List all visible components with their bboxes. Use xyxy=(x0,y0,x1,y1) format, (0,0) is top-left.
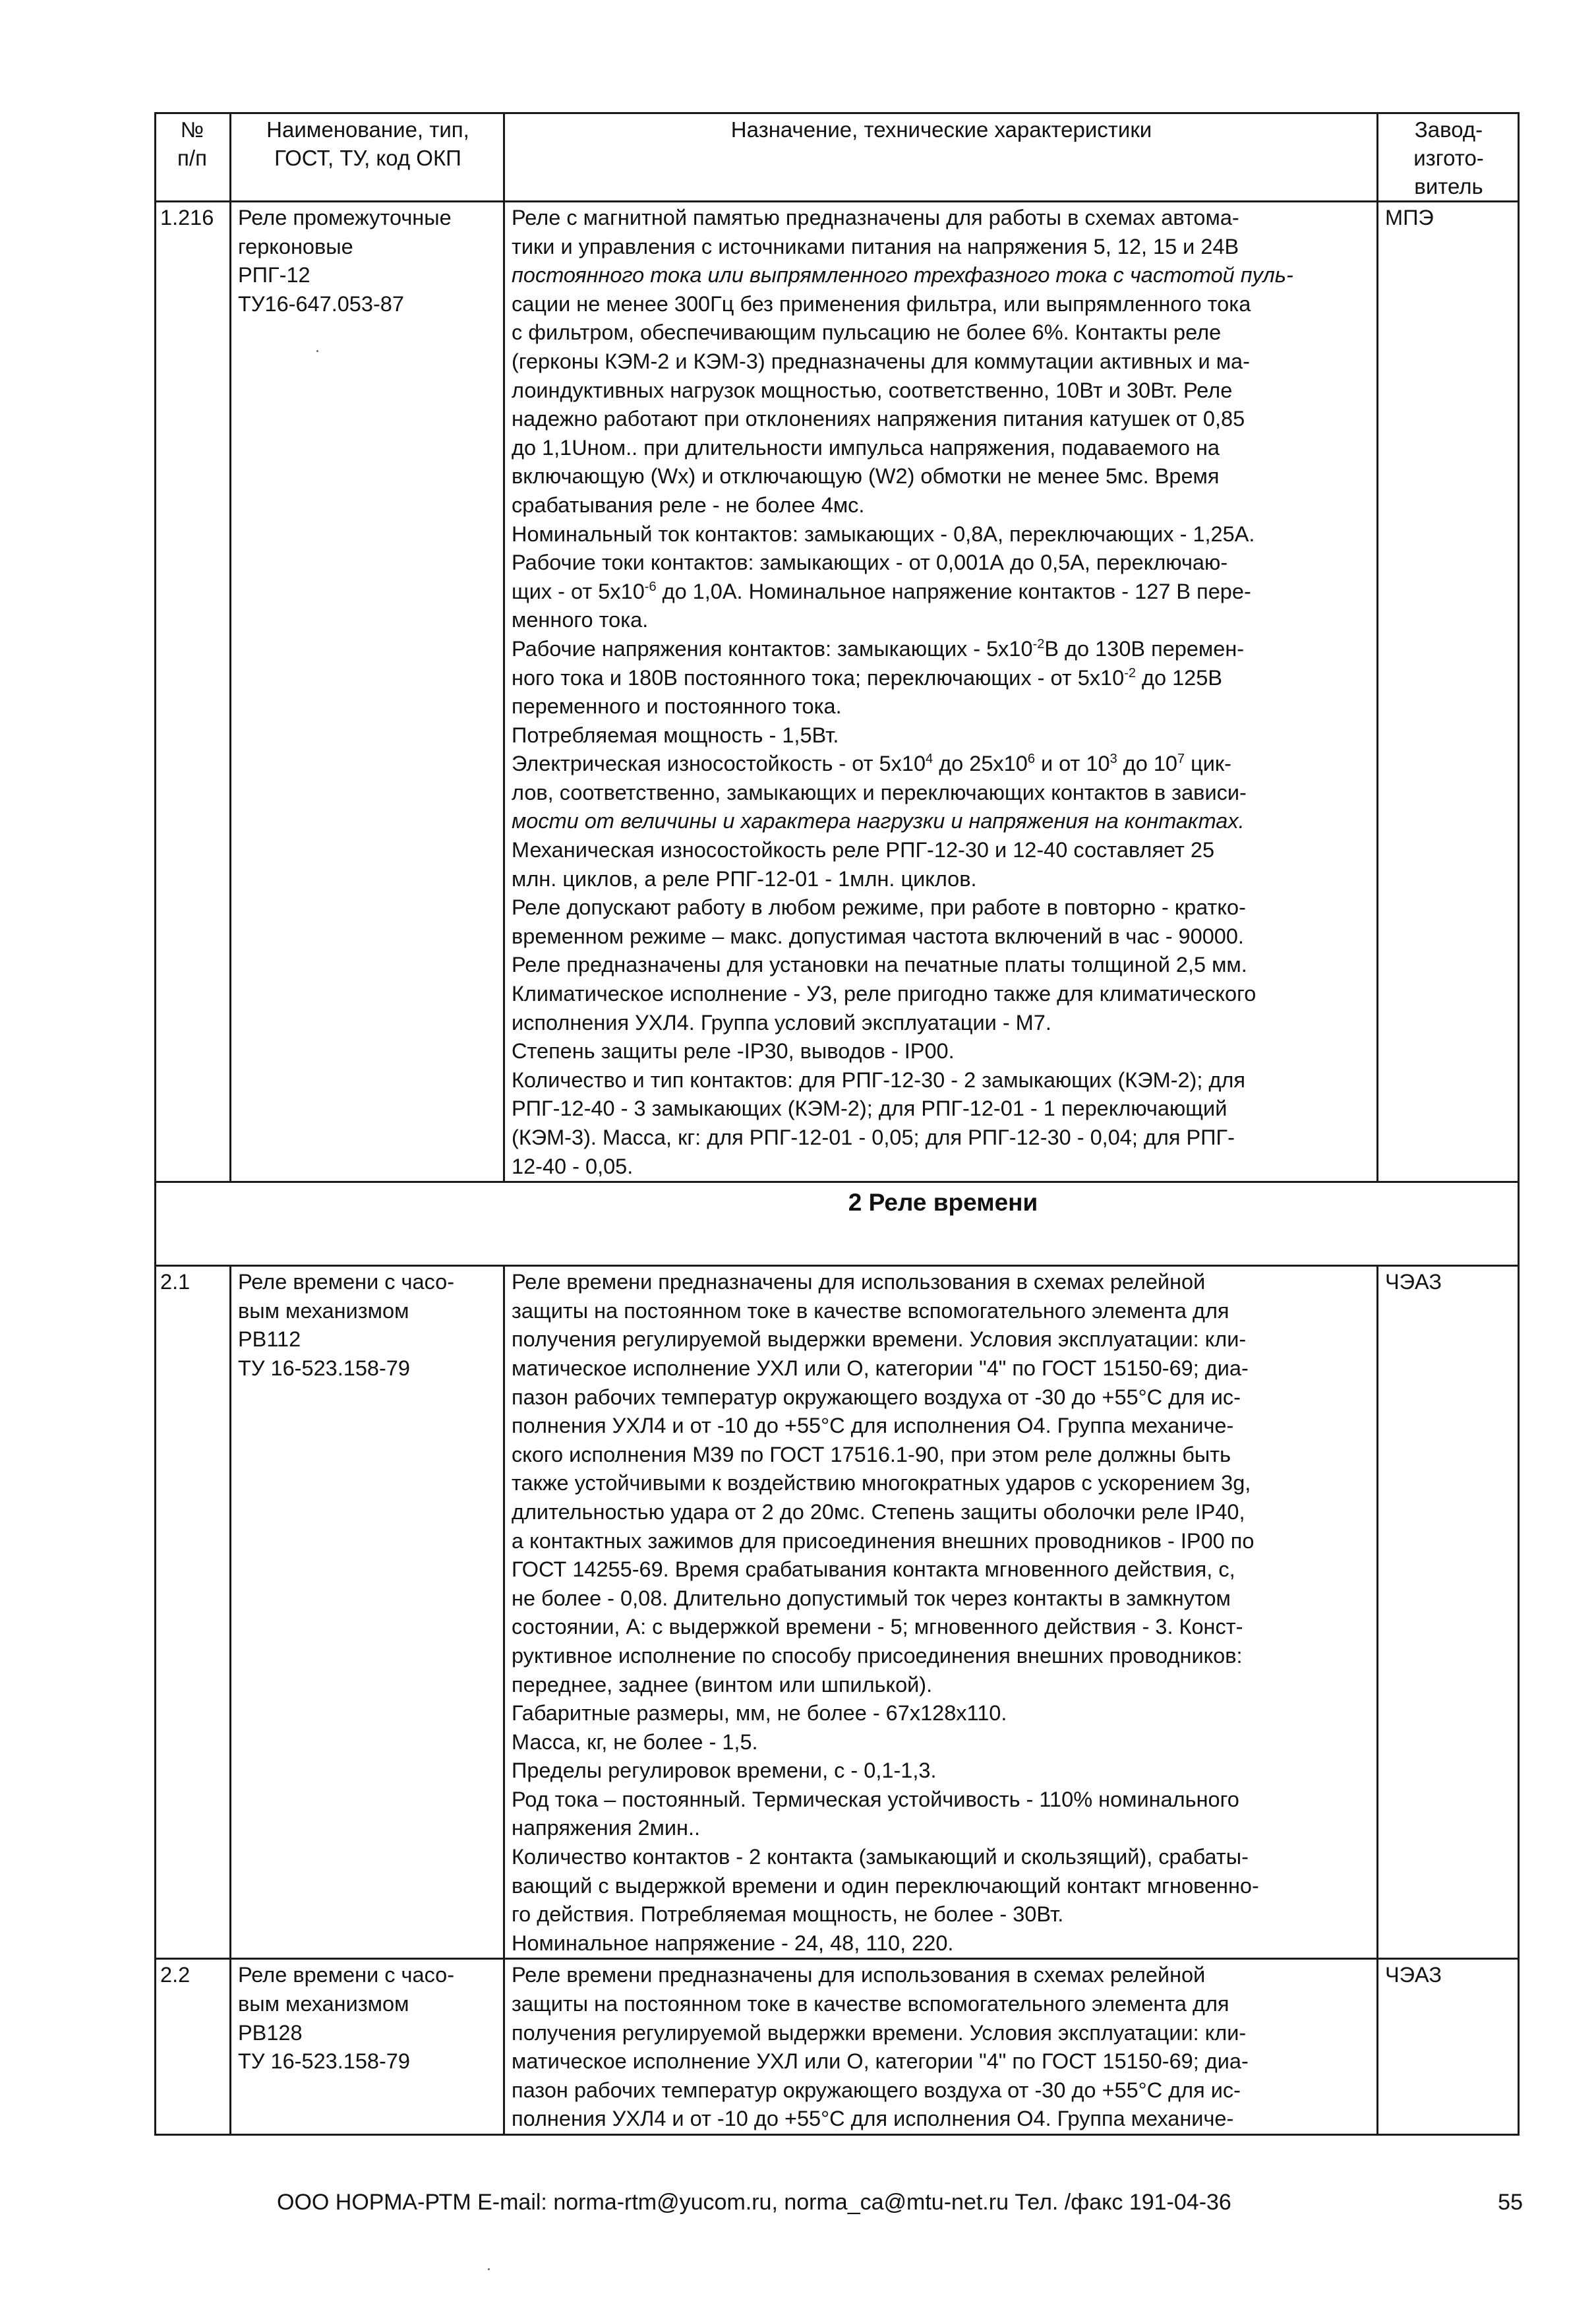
header-num xyxy=(156,113,231,202)
description-line: РПГ-12-40 - 3 замыкающих (КЭМ-2); для РПГ-12-01 - 1 переключающий xyxy=(512,1097,1227,1121)
row-name-line: Реле времени с часо- xyxy=(238,1270,455,1294)
description-line: Реле времени предназначены для использования в схемах релейной xyxy=(512,1270,1206,1294)
description-line: постоянного тока или выпрямленного трехфазного тока с частотой пуль- xyxy=(512,263,1293,287)
description-line: получения регулируемой выдержки времени. Условия эксплуатации: кли- xyxy=(512,1327,1247,1352)
table-row xyxy=(156,1959,1519,2135)
row-name-line: РВ128 xyxy=(238,2020,303,2045)
description-line: го действия. Потребляемая мощность, не более - 30Вт. xyxy=(512,1902,1064,1927)
description-line: надежно работают при отклонениях напряжения питания катушек от 0,85 xyxy=(512,407,1245,431)
header-maker-line: изгото- xyxy=(1413,146,1484,170)
description-line: Реле предназначены для установки на печатные платы толщиной 2,5 мм. xyxy=(512,953,1247,977)
row-number: 2.1 xyxy=(156,1266,231,1959)
table-row xyxy=(156,202,1519,1182)
description-line: Механическая износостойкость реле РПГ-12-30 и 12-40 составляет 25 xyxy=(512,838,1215,862)
description-line: ного тока и 180В постоянного тока; переключающих - от $5х10^{-2}$ до 125В xyxy=(512,665,1222,690)
description-line: млн. циклов, а реле РПГ-12-01 - 1млн. циклов. xyxy=(512,866,977,891)
description-line: 12-40 - 0,05. xyxy=(512,1154,634,1178)
description-line: полнения УХЛ4 и от -10 до +55°С для исполнения О4. Группа механиче- xyxy=(512,1414,1234,1438)
description-line: Электрическая износостойкость - от $5х10^4$ до $25х10^6$ и от $10^3$ до $10^7$ цик- xyxy=(512,752,1231,776)
description-line: также устойчивыми к воздействию многократных ударов с ускорением 3g, xyxy=(512,1471,1251,1495)
description-line: лоиндуктивных нагрузок мощностью, соответственно, 10Вт и 30Вт. Реле xyxy=(512,378,1233,402)
description-line: тики и управления с источниками питания на напряжения 5, 12, 15 и 24В xyxy=(512,234,1239,258)
description-line: Габаритные размеры, мм, не более - 67х128х110. xyxy=(512,1701,1007,1726)
description-line: лов, соответственно, замыкающих и переключающих контактов в зависи- xyxy=(512,780,1247,804)
description-line: получения регулируемой выдержки времени. Условия эксплуатации: кли- xyxy=(512,2020,1247,2045)
description-line: Степень защиты реле -IP30, выводов - IP00. xyxy=(512,1039,955,1064)
header-num-line: п/п xyxy=(177,146,207,170)
footer-contacts: ООО НОРМА-РТМ E-mail: norma-rtm@yucom.ru, norma_ca@mtu-net.ru Тел. /факс 191-04-36 xyxy=(277,2190,1231,2215)
row-manufacturer: ЧЭАЗ xyxy=(1378,1266,1519,1959)
description-line: с фильтром, обеспечивающим пульсацию не более 6%. Контакты реле xyxy=(512,320,1222,345)
description-line: Потребляемая мощность - 1,5Вт. xyxy=(512,723,839,747)
description-line: ГОСТ 14255-69. Время срабатывания контакта мгновенного действия, с, xyxy=(512,1557,1235,1582)
description-line: Количество и тип контактов: для РПГ-12-30 - 2 замыкающих (КЭМ-2); для xyxy=(512,1068,1245,1092)
page-number: 55 xyxy=(1498,2190,1523,2215)
description-line: сации не менее 300Гц без применения фильтра, или выпрямленного тока xyxy=(512,291,1251,316)
description-line: Реле с магнитной памятью предназначены для работы в схемах автома- xyxy=(512,206,1239,229)
description-line: полнения УХЛ4 и от -10 до +55°С для исполнения О4. Группа механиче- xyxy=(512,2107,1234,2131)
description-line: пазон рабочих температур окружающего воздуха от -30 до +55°С для ис- xyxy=(512,2078,1241,2102)
header-name-line: ГОСТ, ТУ, код ОКП xyxy=(274,146,461,170)
row-name-line: ТУ 16-523.158-79 xyxy=(238,2049,410,2074)
section-heading xyxy=(156,1182,1519,1266)
row-description xyxy=(504,1266,1378,1959)
description-line: Номинальное напряжение - 24, 48, 110, 220. xyxy=(512,1931,954,1955)
description-line: вающий с выдержкой времени и один переключающий контакт мгновенно- xyxy=(512,1873,1259,1898)
row-name-line: Реле промежуточные xyxy=(238,206,452,229)
row-name-line: вым механизмом xyxy=(238,1992,409,2016)
row-number: 1.216 xyxy=(156,202,231,1182)
description-line: пазон рабочих температур окружающего воздуха от -30 до +55°С для ис- xyxy=(512,1385,1241,1409)
description-line: длительностью удара от 2 до 20мс. Степень защиты оболочки реле IP40, xyxy=(512,1499,1245,1524)
description-line: не более - 0,08. Длительно допустимый ток через контакты в замкнутом xyxy=(512,1586,1231,1610)
header-name xyxy=(231,113,504,202)
description-line: ского исполнения М39 по ГОСТ 17516.1-90, при этом реле должны быть xyxy=(512,1442,1231,1466)
page-footer xyxy=(277,2182,1523,2222)
description-line: щих - от $5х10^{-6}$ до 1,0А. Номинальное напряжение контактов - 127 В пере- xyxy=(512,579,1251,603)
description-line: (герконы КЭМ-2 и КЭМ-3) предназначены для коммутации активных и ма- xyxy=(512,349,1250,373)
description-line: а контактных зажимов для присоединения внешних проводников - IP00 по xyxy=(512,1528,1255,1553)
header-maker-line: Завод- xyxy=(1414,117,1483,142)
header-maker xyxy=(1378,113,1519,202)
row-name-line: ТУ16-647.053-87 xyxy=(238,291,404,316)
row-name-line: ТУ 16-523.158-79 xyxy=(238,1356,410,1380)
description-line: включающую (Wx) и отключающую (W2) обмотки не менее 5мс. Время xyxy=(512,464,1220,489)
description-line: руктивное исполнение по способу присоединения внешних проводников: xyxy=(512,1643,1243,1668)
row-name-line: Реле времени с часо- xyxy=(238,1963,455,1987)
description-line: защиты на постоянном токе в качестве вспомогательного элемента для xyxy=(512,1298,1229,1323)
description-line: менного тока. xyxy=(512,608,649,632)
description-line: временном режиме – макс. допустимая частота включений в час - 90000. xyxy=(512,924,1244,948)
header-name-line: Наименование, тип, xyxy=(266,117,469,142)
header-maker-line: витель xyxy=(1414,174,1483,198)
spec-table xyxy=(154,112,1520,2136)
row-manufacturer: ЧЭАЗ xyxy=(1378,1959,1519,2135)
description-line: исполнения УХЛ4. Группа условий эксплуатации - М7. xyxy=(512,1010,1051,1035)
row-number: 2.2 xyxy=(156,1959,231,2135)
row-name-line: РВ112 xyxy=(238,1327,301,1352)
row-name xyxy=(231,1959,504,2135)
description-line: Климатическое исполнение - У3, реле пригодно также для климатического xyxy=(512,982,1256,1006)
description-line: состоянии, А: с выдержкой времени - 5; мгновенного действия - 3. Конст- xyxy=(512,1615,1243,1639)
table-row xyxy=(156,1266,1519,1959)
description-line: Реле допускают работу в любом режиме, при работе в повторно - кратко- xyxy=(512,895,1246,920)
row-name-line: вым механизмом xyxy=(238,1298,409,1323)
description-line: матическое исполнение УХЛ или О, категории "4" по ГОСТ 15150-69; диа- xyxy=(512,2049,1249,2074)
row-manufacturer: МПЭ xyxy=(1378,202,1519,1182)
header-num-line: № xyxy=(180,117,204,142)
description-line: Реле времени предназначены для использования в схемах релейной xyxy=(512,1963,1206,1987)
description-line: мости от величины и характера нагрузки и напряжения на контактах. xyxy=(512,809,1245,833)
description-line: (КЭМ-3). Масса, кг: для РПГ-12-01 - 0,05; для РПГ-12-30 - 0,04; для РПГ- xyxy=(512,1126,1235,1149)
header-desc-line: Назначение, технические характеристики xyxy=(730,117,1152,142)
description-line: Количество контактов - 2 контакта (замыкающий и скользящий), срабаты- xyxy=(512,1845,1249,1869)
header-desc xyxy=(504,113,1378,202)
description-line: напряжения 2мин.. xyxy=(512,1816,701,1840)
section-title: 2 Реле времени xyxy=(848,1189,1038,1217)
row-name xyxy=(231,1266,504,1959)
description-line: Рабочие напряжения контактов: замыкающих - $5х10^{-2}В$ до 130В перемен- xyxy=(512,636,1245,661)
description-line: Род тока – постоянный. Термическая устойчивость - 110% номинального xyxy=(512,1787,1239,1811)
row-name xyxy=(231,202,504,1182)
scan-speck xyxy=(488,2268,490,2270)
description-line: Номинальный ток контактов: замыкающих - 0,8А, переключающих - 1,25А. xyxy=(512,522,1255,546)
section-heading-row xyxy=(156,1182,1519,1266)
row-description xyxy=(504,1959,1378,2135)
description-line: матическое исполнение УХЛ или О, категории "4" по ГОСТ 15150-69; диа- xyxy=(512,1356,1249,1380)
description-line: Рабочие токи контактов: замыкающих - от 0,001А до 0,5А, переключаю- xyxy=(512,551,1228,575)
scan-speck xyxy=(316,350,318,352)
description-line: Масса, кг, не более - 1,5. xyxy=(512,1730,758,1754)
row-description xyxy=(504,202,1378,1182)
description-line: Пределы регулировок времени, с - 0,1-1,3. xyxy=(512,1759,937,1783)
description-line: переднее, заднее (винтом или шпилькой). xyxy=(512,1672,933,1697)
description-line: до 1,1Uном.. при длительности импульса напряжения, подаваемого на xyxy=(512,435,1220,460)
description-line: срабатывания реле - не более 4мс. xyxy=(512,493,865,517)
description-line: переменного и постоянного тока. xyxy=(512,694,842,719)
row-name-line: РПГ-12 xyxy=(238,263,310,287)
table-header-row xyxy=(156,113,1519,202)
description-line: защиты на постоянном токе в качестве вспомогательного элемента для xyxy=(512,1992,1229,2016)
row-name-line: герконовые xyxy=(238,234,353,258)
